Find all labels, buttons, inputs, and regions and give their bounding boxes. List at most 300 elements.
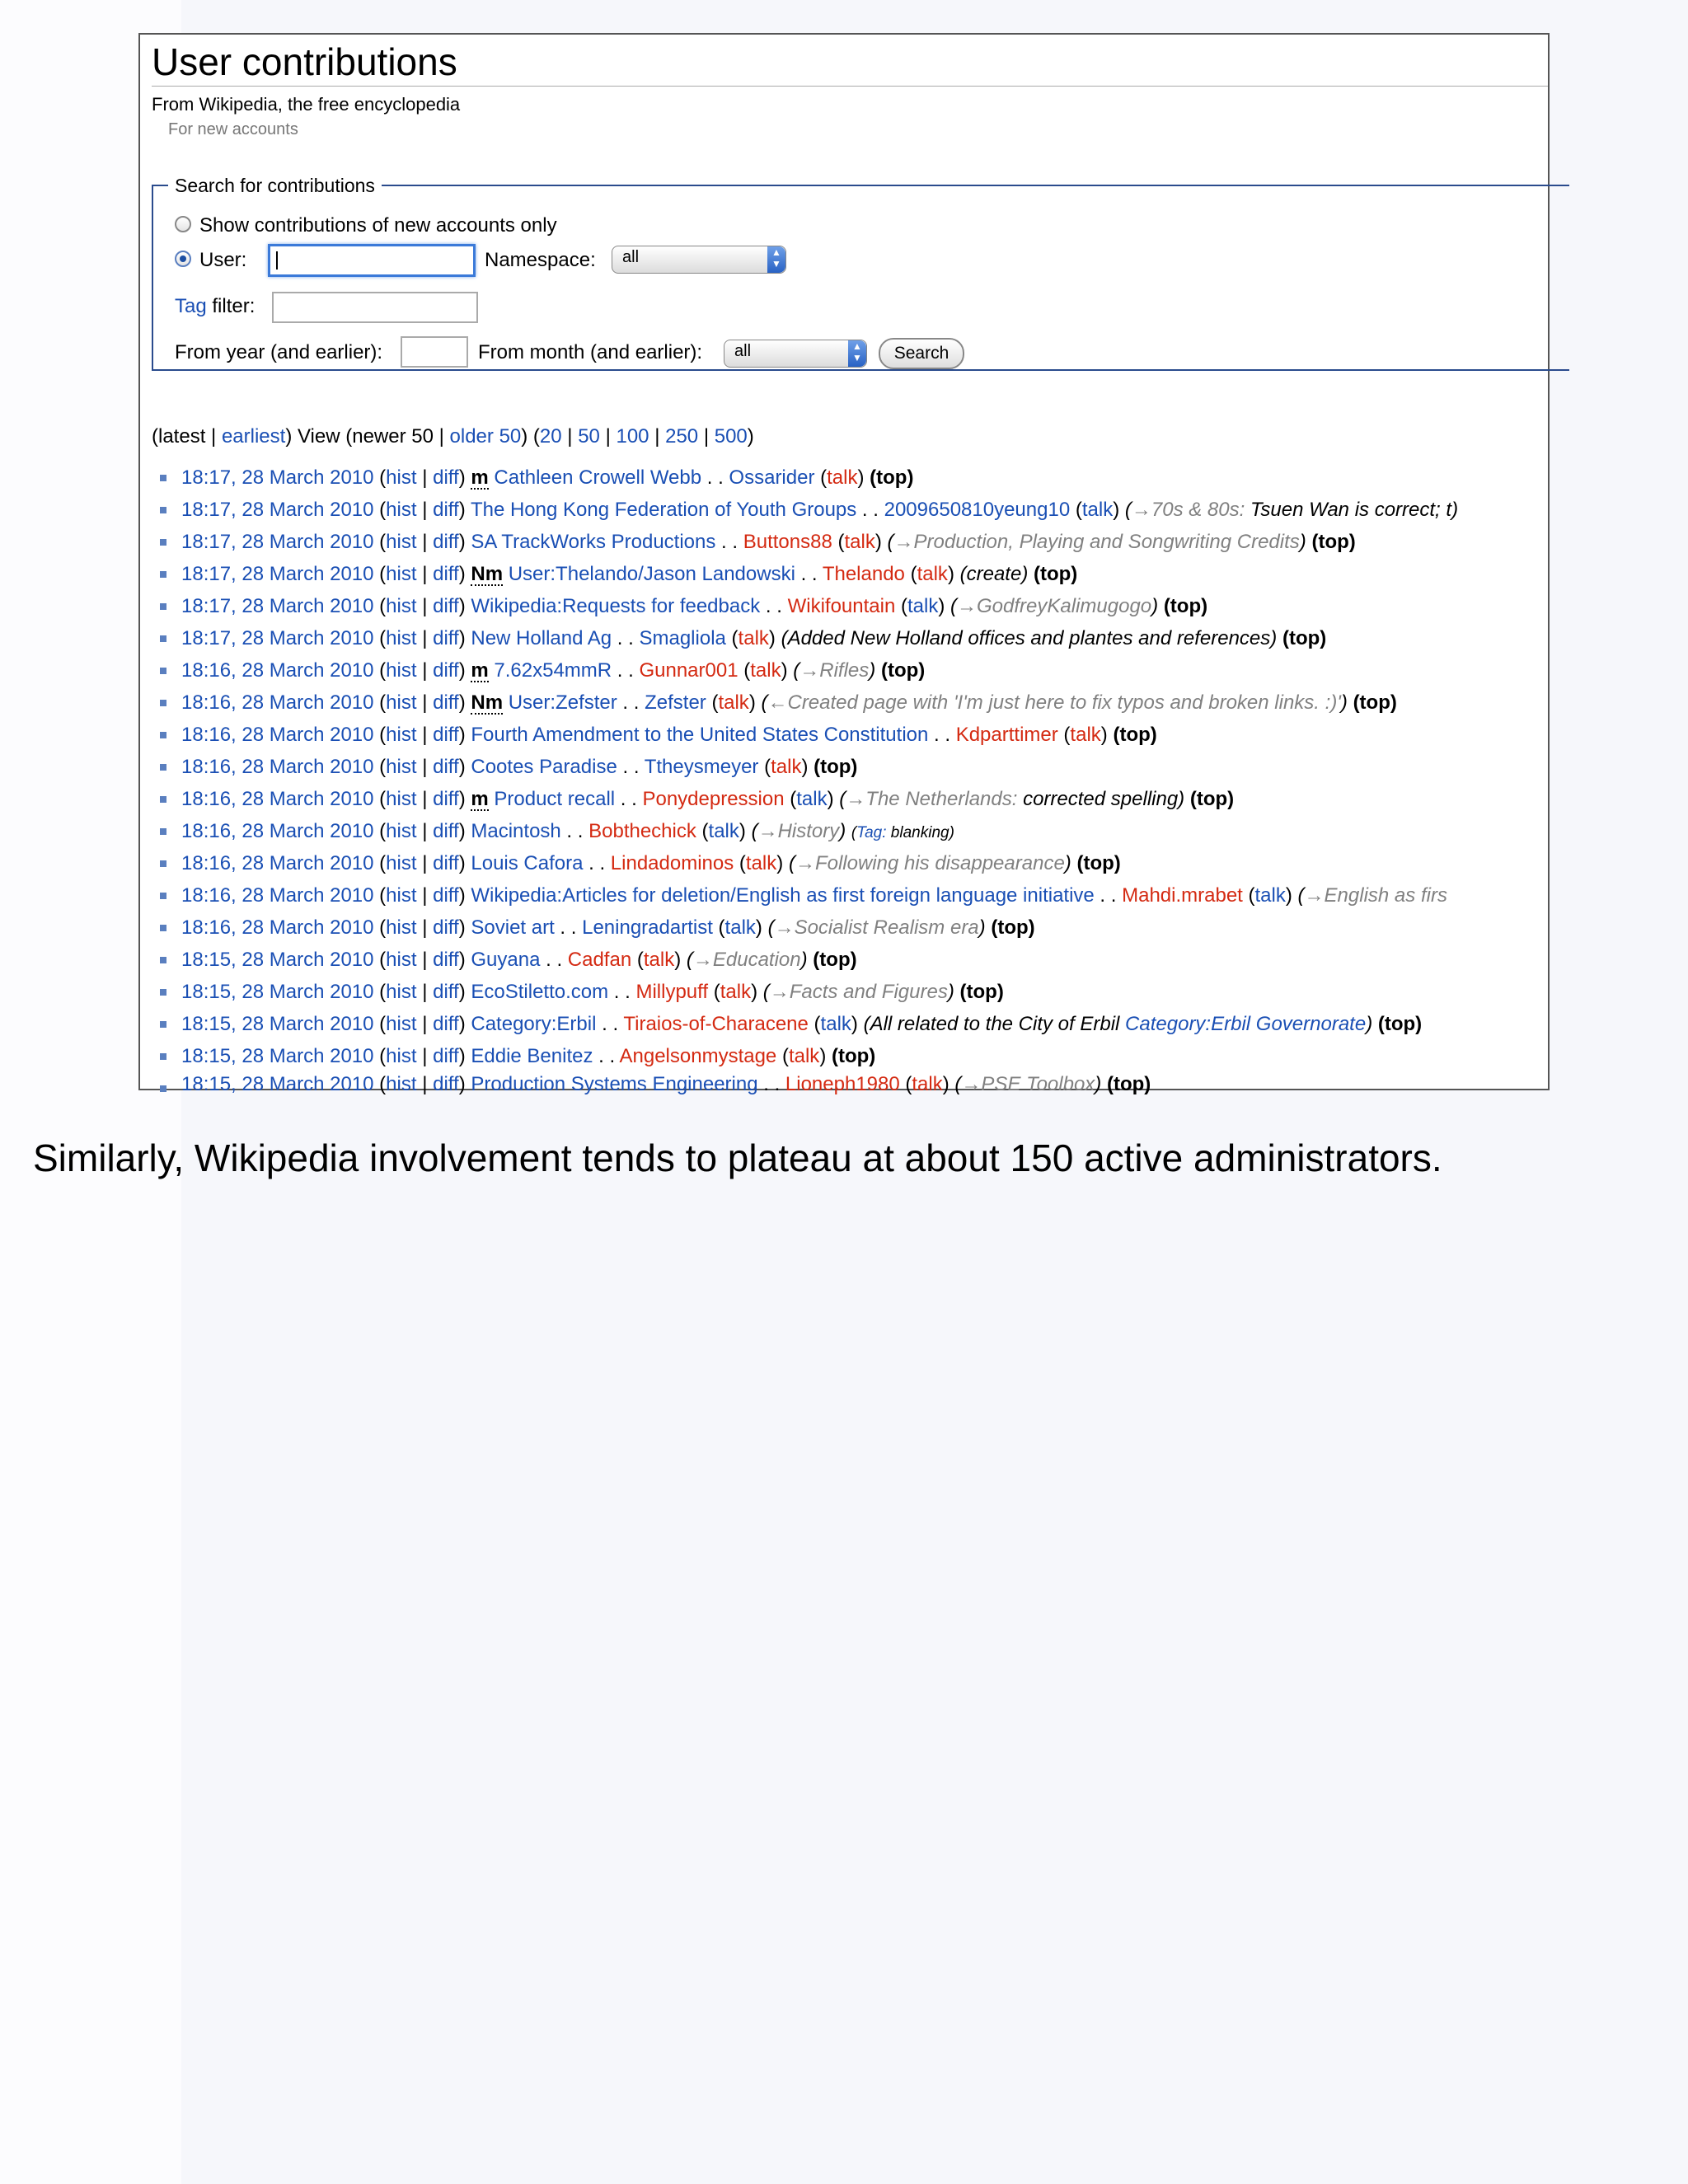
top-marker: (top)	[1106, 1073, 1151, 1095]
separator: |	[416, 691, 434, 714]
separator-dots: . .	[593, 1045, 620, 1067]
hist-link[interactable]: hist	[386, 659, 417, 682]
tag-filter-input[interactable]	[272, 292, 478, 323]
timestamp-link[interactable]: 18:15, 28 March 2010	[181, 1013, 374, 1035]
search-button[interactable]: Search	[879, 338, 964, 369]
bullet-icon	[160, 989, 166, 996]
contribution-row	[181, 462, 913, 494]
separator: |	[416, 627, 434, 649]
bullet-icon	[160, 732, 166, 738]
paren: )	[938, 595, 945, 617]
user-link[interactable]: 2009650810yeung10	[884, 499, 1071, 521]
bullet-icon	[160, 957, 166, 963]
bullet-icon	[160, 925, 166, 931]
diff-link[interactable]: diff	[433, 627, 459, 649]
nav-sep: |	[599, 425, 617, 448]
talk-link[interactable]: talk	[771, 756, 802, 778]
top-marker: (top)	[880, 659, 926, 682]
diff-link[interactable]: diff	[433, 756, 459, 778]
separator: |	[416, 724, 434, 746]
section-link[interactable]: →PSE Toolbox	[961, 1073, 1095, 1095]
paren: )	[819, 1045, 827, 1067]
talk-link[interactable]: talk	[907, 595, 939, 617]
timestamp-link[interactable]: 18:16, 28 March 2010	[181, 852, 374, 874]
year-input[interactable]	[401, 336, 468, 368]
paren: )	[851, 1013, 858, 1035]
paren: )	[947, 563, 954, 585]
talk-link[interactable]: talk	[720, 981, 752, 1003]
separator: |	[416, 659, 434, 682]
timestamp-link[interactable]: 18:17, 28 March 2010	[181, 627, 374, 649]
section-link[interactable]: ←Created page with 'I'm just here to fix typos and broken links. :)'	[767, 691, 1341, 714]
diff-link[interactable]: diff	[433, 1013, 459, 1035]
paren: (	[764, 756, 771, 778]
bullet-icon	[160, 796, 166, 803]
summary-link[interactable]: Category:Erbil Governorate	[1125, 1013, 1367, 1035]
user-radio[interactable]	[175, 251, 191, 267]
diff-link[interactable]: diff	[433, 1045, 459, 1067]
nav-sep: |	[649, 425, 666, 448]
edit-summary: (→Following his disappearance)	[788, 852, 1071, 874]
month-select[interactable]	[724, 340, 867, 368]
diff-link[interactable]: diff	[433, 1073, 459, 1095]
timestamp-link[interactable]: 18:16, 28 March 2010	[181, 916, 374, 939]
paren: )	[458, 659, 466, 682]
edit-summary: (→PSE Toolbox)	[954, 1073, 1102, 1095]
timestamp-link[interactable]: 18:15, 28 March 2010	[181, 1073, 374, 1095]
diff-link[interactable]: diff	[433, 981, 459, 1003]
talk-link[interactable]: talk	[708, 820, 739, 842]
paren: (	[379, 852, 387, 874]
timestamp-link[interactable]: 18:16, 28 March 2010	[181, 659, 374, 682]
separator-dots: . .	[760, 595, 788, 617]
timestamp-link[interactable]: 18:16, 28 March 2010	[181, 756, 374, 778]
paren: )	[674, 949, 682, 971]
edit-summary: (→Rifles)	[793, 659, 876, 682]
bullet-icon	[160, 668, 166, 674]
user-link[interactable]: Kdparttimer	[955, 724, 1058, 746]
paren: (	[731, 627, 738, 649]
contribution-row	[181, 1040, 875, 1072]
tag-label-link[interactable]: Tag:	[856, 824, 887, 841]
new-accounts-radio[interactable]	[175, 216, 191, 232]
user-link[interactable]: Ossarider	[729, 466, 815, 489]
page-link[interactable]: SA TrackWorks Productions	[471, 531, 716, 553]
section-link[interactable]: →Socialist Realism era	[774, 916, 979, 939]
text-caret	[276, 251, 278, 269]
paren: )	[751, 981, 758, 1003]
hist-link[interactable]: hist	[386, 884, 417, 907]
paren: )	[942, 1073, 950, 1095]
talk-link[interactable]: talk	[643, 949, 675, 971]
hist-link[interactable]: hist	[386, 756, 417, 778]
paren: (	[701, 820, 709, 842]
diff-link[interactable]: diff	[433, 724, 459, 746]
paren: (	[900, 595, 907, 617]
timestamp-link[interactable]: 18:16, 28 March 2010	[181, 691, 374, 714]
paren: )	[458, 724, 466, 746]
user-link[interactable]: Millypuff	[635, 981, 709, 1003]
user-link[interactable]: Lindadominos	[610, 852, 734, 874]
nav-latest: (latest	[152, 425, 206, 448]
talk-link[interactable]: talk	[827, 466, 858, 489]
paren: )	[781, 659, 788, 682]
separator: |	[416, 981, 434, 1003]
diff-link[interactable]: diff	[433, 466, 459, 489]
talk-link[interactable]: talk	[1254, 884, 1286, 907]
separator-dots: . .	[560, 820, 589, 842]
user-link[interactable]: Buttons88	[743, 531, 832, 553]
page-link[interactable]: EcoStiletto.com	[471, 981, 609, 1003]
separator: |	[416, 563, 434, 585]
separator-dots: . .	[554, 916, 583, 939]
page-title: User contributions	[152, 40, 457, 83]
top-marker: (top)	[1189, 788, 1235, 810]
nav-newer: ) View (newer 50	[285, 425, 434, 448]
bullet-icon	[160, 571, 166, 578]
nav-earliest-link[interactable]: earliest	[221, 425, 286, 448]
paren: (	[379, 595, 387, 617]
timestamp-link[interactable]: 18:17, 28 March 2010	[181, 563, 374, 585]
diff-link[interactable]: diff	[433, 884, 459, 907]
bullet-icon	[160, 764, 166, 771]
timestamp-link[interactable]: 18:17, 28 March 2010	[181, 595, 374, 617]
paren: )	[458, 788, 466, 810]
top-marker: (top)	[1033, 563, 1078, 585]
page-link[interactable]: User:Zefster	[508, 691, 617, 714]
section-link[interactable]: →Following his disappearance	[795, 852, 1065, 874]
hist-link[interactable]: hist	[386, 788, 417, 810]
summary-text: corrected spelling	[1017, 788, 1179, 810]
top-marker: (top)	[1113, 724, 1157, 746]
page-link[interactable]: Louis Cafora	[471, 852, 584, 874]
separator: |	[416, 1045, 434, 1067]
timestamp-link[interactable]: 18:15, 28 March 2010	[181, 949, 374, 971]
timestamp-link[interactable]: 18:16, 28 March 2010	[181, 884, 374, 907]
user-link[interactable]: Zefster	[645, 691, 706, 714]
section-link[interactable]: →Rifles	[799, 659, 870, 682]
page-link[interactable]: User:Thelando/Jason Landowski	[508, 563, 795, 585]
user-link[interactable]: Bobthechick	[588, 820, 696, 842]
section-link[interactable]: →The Netherlands:	[846, 788, 1018, 810]
timestamp-link[interactable]: 18:17, 28 March 2010	[181, 499, 374, 521]
bullet-icon	[160, 700, 166, 706]
edit-summary: (→Education)	[686, 949, 808, 971]
edit-flag-badge: m	[471, 466, 489, 489]
summary-text: Tsuen Wan is correct; t	[1245, 499, 1452, 521]
year-label: From year (and earlier):	[175, 341, 383, 363]
bullet-icon	[160, 539, 166, 546]
hist-link[interactable]: hist	[386, 1045, 417, 1067]
paren: )	[458, 820, 466, 842]
paren: )	[458, 531, 466, 553]
separator-dots: . .	[757, 1073, 785, 1095]
page-link[interactable]: New Holland Ag	[471, 627, 612, 649]
paren: (	[379, 499, 387, 521]
limit-250-link[interactable]: 250	[665, 425, 699, 448]
separator-dots: . .	[615, 788, 643, 810]
timestamp-link[interactable]: 18:16, 28 March 2010	[181, 788, 374, 810]
paren: (	[379, 466, 387, 489]
edit-summary: (→History)	[751, 820, 846, 842]
page-link[interactable]: Category:Erbil	[471, 1013, 597, 1035]
contribution-row	[181, 944, 857, 976]
talk-link[interactable]: talk	[796, 788, 828, 810]
user-link[interactable]: Ttheysmeyer	[644, 756, 759, 778]
paren: )	[857, 466, 865, 489]
hist-link[interactable]: hist	[386, 852, 417, 874]
nav-sep: |	[561, 425, 579, 448]
paren: )	[748, 691, 756, 714]
contribution-row	[181, 879, 1447, 912]
section-link[interactable]: →History	[757, 820, 840, 842]
hist-link[interactable]: hist	[386, 981, 417, 1003]
pagination-nav	[152, 425, 754, 448]
hist-link[interactable]: hist	[386, 466, 417, 489]
separator-dots: . .	[856, 499, 884, 521]
talk-link[interactable]: talk	[750, 659, 781, 682]
contribution-row	[181, 815, 954, 847]
search-legend: Search for contributions	[168, 175, 382, 197]
page-link[interactable]: Wikipedia:Requests for feedback	[471, 595, 761, 617]
user-link[interactable]: Leningradartist	[582, 916, 713, 939]
hist-link[interactable]: hist	[386, 1073, 417, 1095]
section-link[interactable]: →Education	[692, 949, 801, 971]
top-marker: (top)	[1163, 595, 1208, 617]
limit-20-link[interactable]: 20	[539, 425, 562, 448]
month-label: From month (and earlier):	[478, 341, 703, 363]
hist-link[interactable]: hist	[386, 595, 417, 617]
paren: (	[379, 691, 387, 714]
separator-dots: . .	[1094, 884, 1123, 907]
paren: (	[837, 531, 845, 553]
paren: (	[379, 659, 387, 682]
user-input[interactable]	[268, 244, 476, 277]
limit-50-link[interactable]: 50	[578, 425, 600, 448]
paren: (	[1075, 499, 1082, 521]
contribution-row	[181, 1072, 1151, 1095]
paren: )	[458, 884, 466, 907]
page-link[interactable]: Fourth Amendment to the United States Constitution	[471, 724, 929, 746]
screenshot-frame	[138, 33, 1550, 1095]
top-marker: (top)	[991, 916, 1035, 939]
separator-dots: . .	[617, 691, 645, 714]
section-link[interactable]: →GodfreyKalimugogo	[957, 595, 1152, 617]
page-link[interactable]: 7.62x54mmR	[494, 659, 612, 682]
timestamp-link[interactable]: 18:16, 28 March 2010	[181, 820, 374, 842]
diff-link[interactable]: diff	[433, 595, 459, 617]
contribution-row	[181, 751, 857, 783]
timestamp-link[interactable]: 18:15, 28 March 2010	[181, 1045, 374, 1067]
page-link[interactable]: Production Systems Engineering	[471, 1073, 758, 1095]
contribution-row	[181, 622, 1326, 654]
updown-arrows-icon: ▲ ▼	[848, 340, 866, 367]
paren: )	[458, 1073, 466, 1095]
timestamp-link[interactable]: 18:17, 28 March 2010	[181, 531, 374, 553]
page-link[interactable]: Product recall	[494, 788, 616, 810]
page-subtitle: For new accounts	[168, 120, 298, 138]
diff-link[interactable]: diff	[433, 788, 459, 810]
separator-dots: . .	[795, 563, 823, 585]
user-link[interactable]: Ponydepression	[642, 788, 785, 810]
page-link[interactable]: Soviet art	[471, 916, 555, 939]
top-marker: (top)	[814, 756, 858, 778]
top-marker: (top)	[831, 1045, 876, 1067]
namespace-select[interactable]	[612, 246, 786, 274]
paren: (	[379, 627, 387, 649]
paren: (	[379, 1073, 387, 1095]
diff-link[interactable]: diff	[433, 499, 459, 521]
page-link[interactable]: Macintosh	[471, 820, 561, 842]
limit-100-link[interactable]: 100	[616, 425, 649, 448]
talk-link[interactable]: talk	[788, 1045, 820, 1067]
separator: |	[416, 595, 434, 617]
diff-link[interactable]: diff	[433, 916, 459, 939]
section-link[interactable]: →English as firs	[1304, 884, 1447, 907]
hist-link[interactable]: hist	[386, 820, 417, 842]
month-value: all	[734, 342, 752, 360]
contribution-row	[181, 590, 1207, 622]
separator-dots: . .	[612, 659, 640, 682]
separator: |	[416, 916, 434, 939]
hist-link[interactable]: hist	[386, 499, 417, 521]
timestamp-link[interactable]: 18:16, 28 March 2010	[181, 724, 374, 746]
user-link[interactable]: Mahdi.mrabet	[1122, 884, 1243, 907]
page-link[interactable]: Cootes Paradise	[471, 756, 617, 778]
paren: (	[905, 1073, 912, 1095]
hist-link[interactable]: hist	[386, 724, 417, 746]
diff-link[interactable]: diff	[433, 949, 459, 971]
talk-link[interactable]: talk	[738, 627, 769, 649]
user-link[interactable]: Gunnar001	[639, 659, 738, 682]
hist-link[interactable]: hist	[386, 563, 417, 585]
talk-link[interactable]: talk	[745, 852, 777, 874]
timestamp-link[interactable]: 18:17, 28 March 2010	[181, 466, 374, 489]
namespace-value: all	[622, 248, 640, 266]
talk-link[interactable]: talk	[1070, 724, 1101, 746]
edit-flag-badge: Nm	[471, 563, 504, 585]
nav-older-link[interactable]: older 50	[449, 425, 522, 448]
paren: )	[458, 981, 466, 1003]
edit-summary: (→Production, Playing and Songwriting Credits)	[887, 531, 1306, 553]
tag-link[interactable]: Tag	[175, 295, 207, 317]
paren: )	[768, 627, 776, 649]
contribution-row	[181, 783, 1234, 815]
paren: (	[379, 788, 387, 810]
edit-summary: (→Facts and Figures)	[762, 981, 954, 1003]
nav-close: )	[747, 425, 754, 448]
separator: |	[416, 884, 434, 907]
diff-link[interactable]: diff	[433, 691, 459, 714]
timestamp-link[interactable]: 18:15, 28 March 2010	[181, 981, 374, 1003]
talk-link[interactable]: talk	[844, 531, 875, 553]
hist-link[interactable]: hist	[386, 949, 417, 971]
top-marker: (top)	[813, 949, 857, 971]
talk-link[interactable]: talk	[724, 916, 756, 939]
diff-link[interactable]: diff	[433, 820, 459, 842]
hist-link[interactable]: hist	[386, 531, 417, 553]
user-link[interactable]: Thelando	[822, 563, 905, 585]
contribution-row	[181, 1008, 1422, 1040]
top-marker: (top)	[1377, 1013, 1423, 1035]
diff-link[interactable]: diff	[433, 659, 459, 682]
user-link[interactable]: Tiraios-of-Characene	[623, 1013, 809, 1035]
talk-link[interactable]: talk	[917, 563, 948, 585]
page-link[interactable]: Guyana	[471, 949, 541, 971]
top-marker: (top)	[1076, 852, 1121, 874]
diff-link[interactable]: diff	[433, 531, 459, 553]
separator: |	[416, 1073, 434, 1095]
page-link[interactable]: The Hong Kong Federation of Youth Groups	[470, 499, 857, 521]
edit-flag-badge: Nm	[471, 691, 504, 714]
summary-text: create	[966, 563, 1022, 585]
paren: (	[718, 916, 725, 939]
hist-link[interactable]: hist	[386, 1013, 417, 1035]
page-link[interactable]: Wikipedia:Articles for deletion/English as first foreign language initiative	[471, 884, 1095, 907]
user-link[interactable]: Wikifountain	[787, 595, 896, 617]
top-marker: (top)	[1282, 627, 1327, 649]
bullet-icon	[160, 1085, 166, 1092]
paren: )	[776, 852, 784, 874]
page-link[interactable]: Eddie Benitez	[471, 1045, 593, 1067]
paren: (	[379, 884, 387, 907]
hist-link[interactable]: hist	[386, 691, 417, 714]
bullet-icon	[160, 603, 166, 610]
talk-link[interactable]: talk	[912, 1073, 943, 1095]
section-link[interactable]: →70s & 80s:	[1131, 499, 1245, 521]
section-link[interactable]: →Facts and Figures	[769, 981, 948, 1003]
bullet-icon	[160, 1053, 166, 1060]
paren: (	[379, 1045, 387, 1067]
limit-500-link[interactable]: 500	[714, 425, 748, 448]
nav-paren: ) (	[521, 425, 540, 448]
separator: |	[416, 852, 434, 874]
contribution-row	[181, 912, 1035, 944]
hist-link[interactable]: hist	[386, 916, 417, 939]
talk-link[interactable]: talk	[1081, 499, 1114, 521]
summary-text: All related to the City of Erbil	[870, 1013, 1126, 1035]
title-divider	[152, 86, 1548, 87]
paren: )	[458, 949, 466, 971]
user-link[interactable]: Smagliola	[639, 627, 726, 649]
separator: |	[416, 499, 434, 521]
paren: (	[379, 820, 387, 842]
paren: (	[379, 1013, 387, 1035]
hist-link[interactable]: hist	[386, 627, 417, 649]
talk-link[interactable]: talk	[820, 1013, 851, 1035]
talk-link[interactable]: talk	[718, 691, 749, 714]
tag-value: blanking	[890, 824, 950, 841]
site-tagline: From Wikipedia, the free encyclopedia	[152, 94, 461, 115]
edit-summary: (→English as firs	[1297, 884, 1447, 907]
tag-filter-label	[175, 295, 255, 318]
edit-summary: (→The Netherlands: corrected spelling)	[839, 788, 1185, 810]
paren: (	[713, 981, 720, 1003]
paren: (	[743, 659, 751, 682]
separator-dots: . .	[928, 724, 956, 746]
paren: )	[458, 1013, 466, 1035]
user-link[interactable]: Angelsonmystage	[619, 1045, 777, 1067]
diff-link[interactable]: diff	[433, 852, 459, 874]
page-link[interactable]: Cathleen Crowell Webb	[494, 466, 702, 489]
section-link[interactable]: →Production, Playing and Songwriting Credits	[893, 531, 1300, 553]
user-link[interactable]: Cadfan	[567, 949, 632, 971]
edit-flag-badge: m	[471, 788, 489, 810]
user-link[interactable]: Lioneph1980	[785, 1073, 900, 1095]
contribution-row	[181, 558, 1077, 590]
diff-link[interactable]: diff	[433, 563, 459, 585]
contribution-row	[181, 719, 1157, 751]
